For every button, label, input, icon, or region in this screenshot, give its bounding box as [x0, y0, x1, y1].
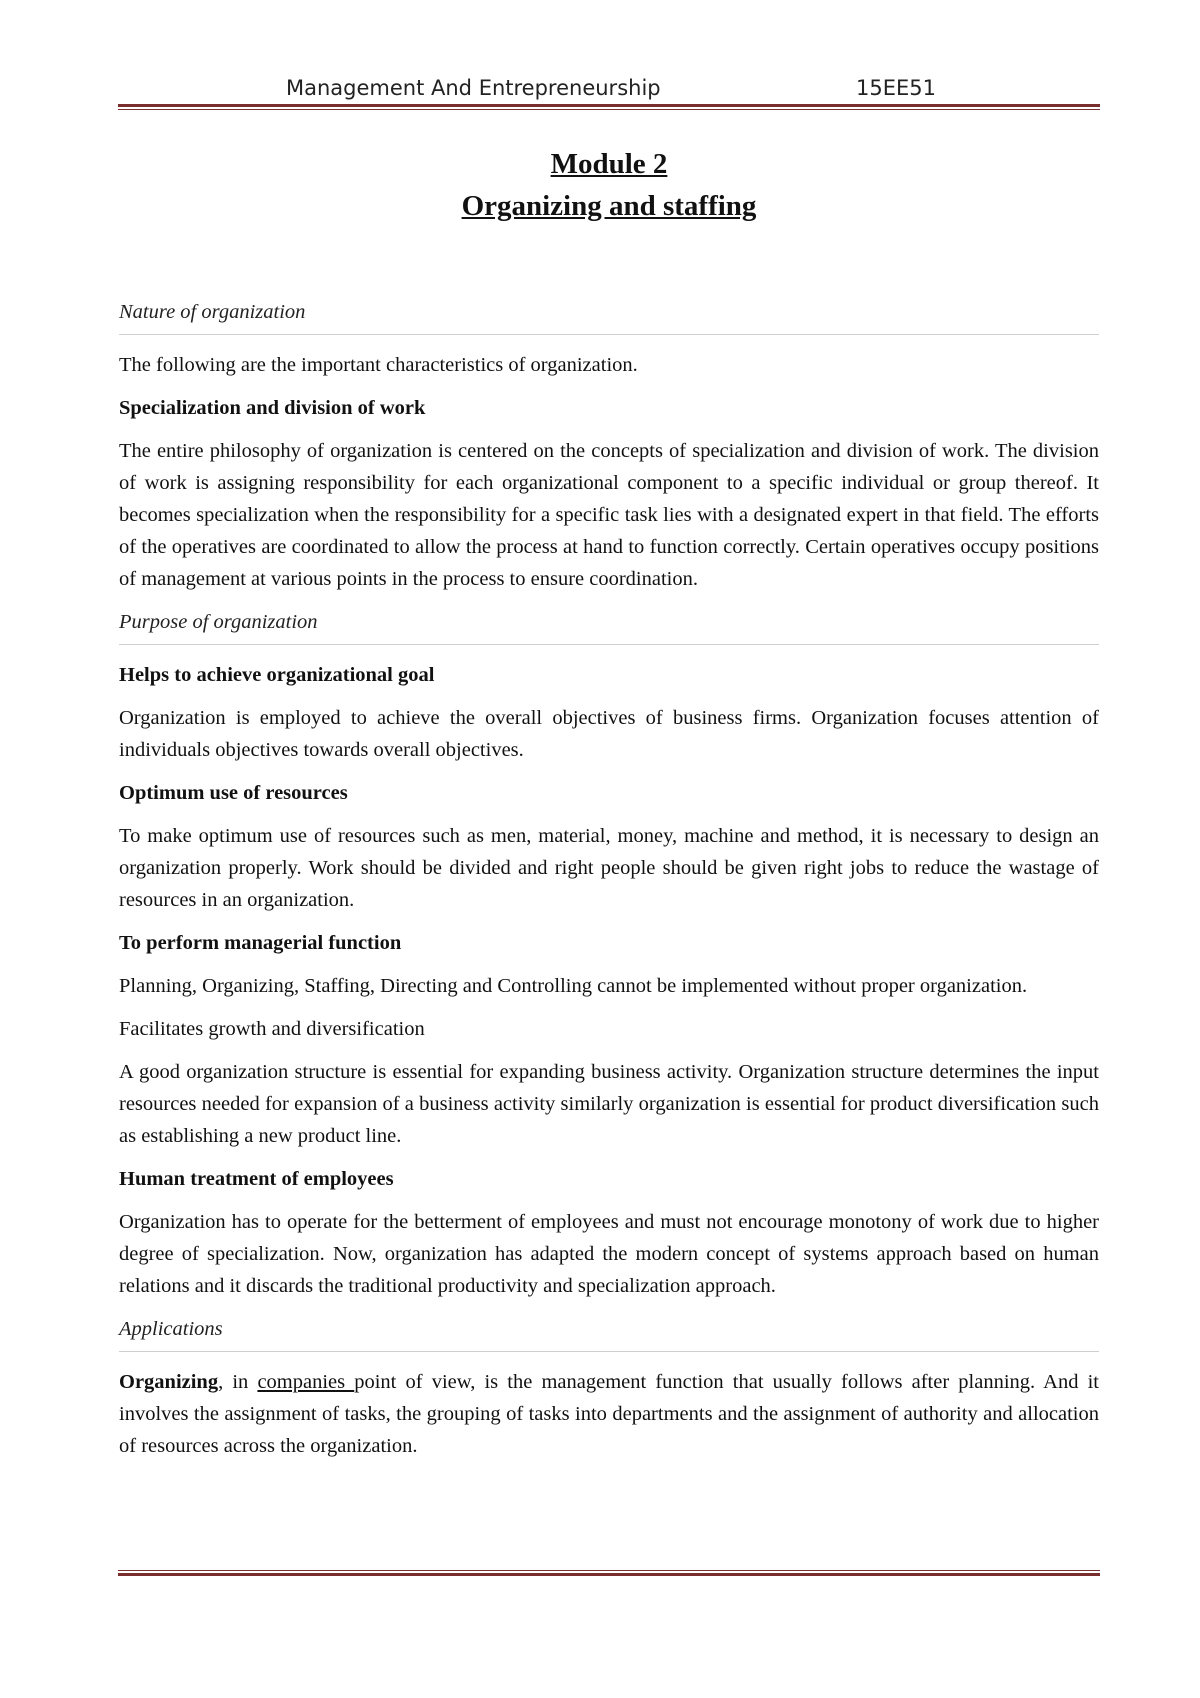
paragraph-managerial: Planning, Organizing, Staffing, Directing and Controlling cannot be implemented without proper organization.	[119, 975, 1028, 997]
applications-rest: point of view, is the management function that usually follows after planning. And it involves the assignment of tasks, the grouping of tasks into departments and the assignment of authority and allocation of resources across the organization.	[119, 1371, 1099, 1457]
footer-rule-thin	[118, 1570, 1100, 1571]
module-number: Module 2	[550, 148, 668, 180]
heading-resources: Optimum use of resources	[119, 782, 348, 804]
paragraph-applications	[119, 1366, 1099, 1462]
heading-growth: Facilitates growth and diversification	[119, 1018, 425, 1040]
paragraph-growth: A good organization structure is essential for expanding business activity. Organization structure determines the input resources needed for expansion of a business activity similarly organization is essential for product diversification such as establishing a new product line.	[119, 1061, 1099, 1147]
applications-lead: Organizing	[119, 1371, 219, 1393]
heading-specialization: Specialization and division of work	[119, 397, 426, 419]
footer-rule-thick	[118, 1573, 1100, 1576]
header-rule-thin	[118, 109, 1100, 110]
paragraph-resources: To make optimum use of resources such as men, material, money, machine and method, it is necessary to design an organization properly. Work should be divided and right people should be given right jobs to reduce the wastage of resources in an organization.	[119, 825, 1099, 911]
module-title: Organizing and staffing	[461, 190, 757, 222]
applications-part1: , in	[218, 1371, 258, 1393]
section-heading-applications: Applications	[119, 1313, 1099, 1352]
nature-intro: The following are the important characteristics of organization.	[119, 354, 638, 376]
paragraph-goal: Organization is employed to achieve the overall objectives of business firms. Organization focuses attention of individuals objectives towards overall objectives.	[119, 707, 1099, 761]
heading-human: Human treatment of employees	[119, 1168, 394, 1190]
companies-link[interactable]: companies	[257, 1371, 355, 1393]
header-title: Management And Entrepreneurship	[286, 76, 661, 100]
section-heading-purpose: Purpose of organization	[119, 606, 1099, 645]
heading-managerial: To perform managerial function	[119, 932, 402, 954]
paragraph-specialization: The entire philosophy of organization is centered on the concepts of specialization and division of work. The division of work is assigning responsibility for each organizational component to a specific individual or group thereof. It becomes specialization when the responsibility for a specific task lies with a designated expert in that field. The efforts of the operatives are coordinated to allow the process at hand to function correctly. Certain operatives occupy positions of management at various points in the process to ensure coordination.	[119, 440, 1099, 590]
heading-goal: Helps to achieve organizational goal	[119, 664, 435, 686]
header-course-code: 15EE51	[856, 76, 936, 100]
paragraph-human: Organization has to operate for the betterment of employees and must not encourage monotony of work due to higher degree of specialization. Now, organization has adapted the modern concept of systems approach based on human relations and it discards the traditional productivity and specialization approach.	[119, 1211, 1099, 1297]
document-body	[119, 296, 1099, 1473]
section-heading-nature: Nature of organization	[119, 296, 1099, 335]
header-rule-thick	[118, 104, 1100, 107]
